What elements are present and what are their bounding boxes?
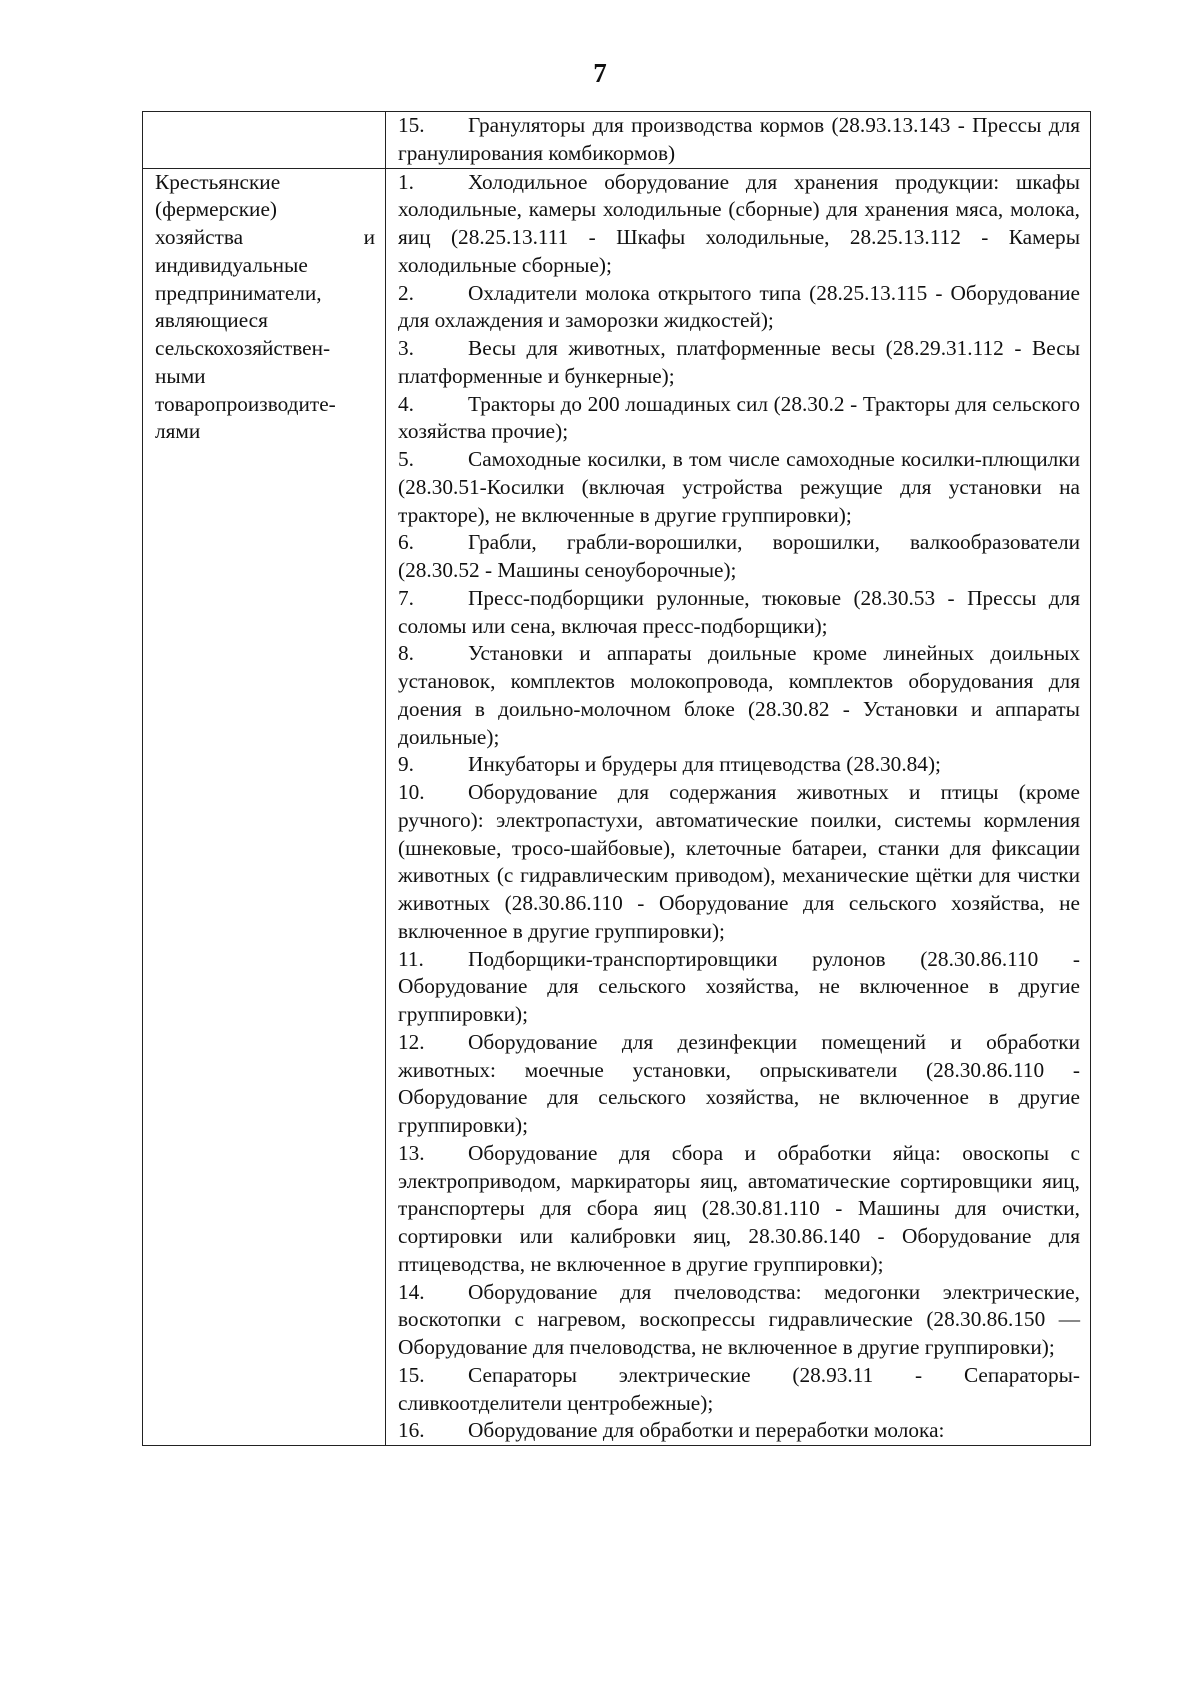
- item-text: Холодильное оборудование для хранения продукции: шкафы холодильные, камеры холодильные (сборные) для хранения мяса, молока, яиц (28.25.13.111 - Шкафы холодильные, 28.25.13.112 - Камеры холодильные сборные);: [398, 169, 1080, 277]
- category-line: товаропроизводите-: [155, 391, 336, 416]
- item-text: Тракторы до 200 лошадиных сил (28.30.2 - Тракторы для сельского хозяйства прочие);: [398, 391, 1080, 444]
- list-item: [398, 1417, 1080, 1445]
- item-number: 5.: [398, 447, 414, 471]
- list-item: [398, 391, 1080, 447]
- item-text: Сепараторы электрические (28.93.11 - Сепараторы-сливкоотделители центробежные);: [398, 1362, 1080, 1415]
- list-item: [398, 529, 1080, 585]
- item-number: 11.: [398, 946, 424, 971]
- category-line: индивидуальные: [155, 252, 308, 277]
- page-number: 7: [593, 58, 607, 88]
- list-item: [398, 1140, 1080, 1279]
- item-text: Весы для животных, платформенные весы (28.29.31.112 - Весы платформенные и бункерные);: [398, 336, 1080, 388]
- table-row: [143, 112, 1091, 169]
- item-number: 12.: [398, 1029, 425, 1054]
- category-line: Крестьянские: [155, 169, 281, 194]
- item-number: 3.: [398, 336, 414, 360]
- item-number: 10.: [398, 780, 425, 804]
- category-line: хозяйства и: [155, 225, 375, 249]
- item-number: 7.: [398, 585, 414, 610]
- category-line: являющиеся: [155, 308, 268, 333]
- equipment-table: [142, 111, 1091, 1446]
- item-text: Грануляторы для производства кормов (28.93.13.143 - Прессы для гранулирования комбикормов): [398, 113, 1080, 165]
- list-item: [398, 280, 1080, 336]
- items-cell: [386, 168, 1091, 1446]
- item-number: 15.: [398, 1362, 425, 1387]
- item-number: 4.: [398, 391, 414, 416]
- list-item: [398, 1029, 1080, 1140]
- list-item: [398, 640, 1080, 751]
- list-item: [398, 1279, 1080, 1362]
- item-text: Пресс-подборщики рулонные, тюковые (28.30.53 - Прессы для соломы или сена, включая пресс-подборщики);: [398, 585, 1080, 638]
- list-item: [398, 779, 1080, 946]
- category-line: предприниматели,: [155, 280, 322, 305]
- item-text: Грабли, грабли-ворошилки, ворошилки, валкообразователи (28.30.52 - Машины сеноуборочные);: [398, 530, 1080, 582]
- item-number: 1.: [398, 169, 414, 194]
- list-item: [398, 1362, 1080, 1418]
- item-number: 9.: [398, 752, 414, 777]
- item-number: 16.: [398, 1418, 425, 1443]
- item-text: Оборудование для содержания животных и птицы (кроме ручного): электропастухи, автоматические поилки, системы кормления (шнековые, тросо-шайбовые), клеточные батареи, станки для фиксации животных (с гидравлическим приводом), механические щётки для чистки животных (28.30.86.110 - Оборудование для сельского хозяйства, не включенное в другие группировки);: [398, 780, 1080, 943]
- item-number: 14.: [398, 1279, 425, 1304]
- item-number: 15.: [398, 113, 425, 137]
- list-item: [398, 335, 1080, 391]
- list-item: [398, 169, 1080, 280]
- item-text: Подборщики-транспортировщики рулонов (28.30.86.110 - Оборудование для сельского хозяйства, не включенное в другие группировки);: [398, 946, 1080, 1026]
- item-number: 8.: [398, 641, 414, 666]
- list-item: [398, 585, 1080, 641]
- item-number: 6.: [398, 530, 414, 555]
- list-item: [398, 112, 1080, 168]
- table-row: [143, 168, 1091, 1446]
- item-text: Самоходные косилки, в том числе самоходные косилки-плющилки (28.30.51-Косилки (включая устройства режущие для установки на тракторе), не включенные в другие группировки);: [398, 447, 1080, 527]
- item-text: Оборудование для сбора и обработки яйца: овоскопы с электроприводом, маркираторы яиц, автоматические сортировщики яиц, транспортеры для сбора яиц (28.30.81.110 - Машины для очистки, сортировки или калибровки яиц, 28.30.86.140 - Оборудование для птицеводства, не включенное в другие группировки);: [398, 1140, 1080, 1276]
- list-item: [398, 946, 1080, 1029]
- category-line: сельскохозяйствен-: [155, 336, 331, 360]
- category-line: лями: [155, 419, 201, 444]
- category-cell: [143, 168, 386, 1446]
- category-line: ными: [155, 363, 206, 388]
- item-text: Инкубаторы и брудеры для птицеводства (28.30.84);: [468, 752, 941, 777]
- list-item: [398, 446, 1080, 529]
- item-text: Охладители молока открытого типа (28.25.13.115 - Оборудование для охлаждения и заморозки жидкостей);: [398, 280, 1080, 333]
- item-text: Оборудование для пчеловодства: медогонки электрические, воскотопки с нагревом, воскопрессы гидравлические (28.30.86.150 — Оборудование для пчеловодства, не включенное в другие группировки);: [398, 1279, 1080, 1359]
- category-cell: [143, 112, 386, 169]
- item-text: Установки и аппараты доильные кроме линейных доильных установок, комплектов молокопровода, комплектов оборудования для доения в доильно-молочном блоке (28.30.82 - Установки и аппараты доильные);: [398, 641, 1080, 749]
- item-text: Оборудование для обработки и переработки молока:: [468, 1418, 945, 1443]
- list-item: [398, 751, 1080, 779]
- item-text: Оборудование для дезинфекции помещений и обработки животных: моечные установки, опрыскиватели (28.30.86.110 - Оборудование для сельского хозяйства, не включенное в другие группировки);: [398, 1029, 1080, 1137]
- item-number: 2.: [398, 280, 414, 305]
- items-cell: [386, 112, 1091, 169]
- category-line: (фермерские): [155, 197, 277, 222]
- item-number: 13.: [398, 1140, 425, 1165]
